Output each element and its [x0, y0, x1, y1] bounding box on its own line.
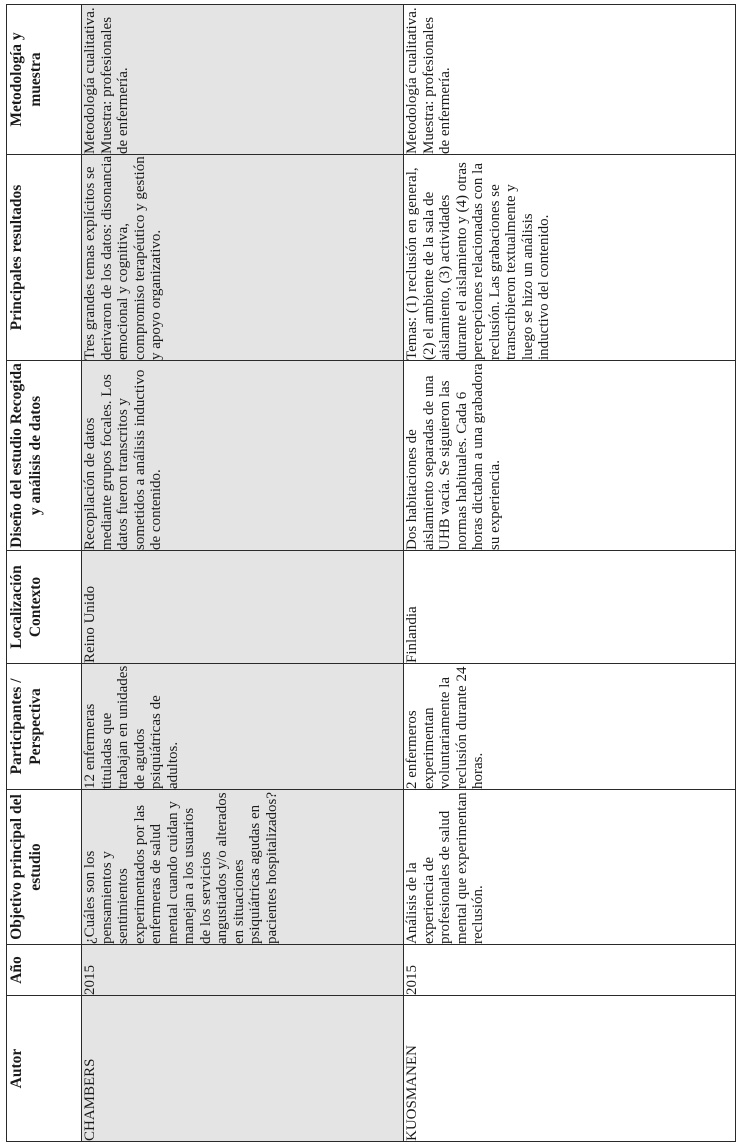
cell-anio: 2015	[82, 945, 404, 996]
cell-participantes: 2 enfermeros experimentan voluntariamente la reclusión durante 24 horas.	[404, 664, 736, 790]
cell-anio: 2015	[404, 945, 736, 996]
cell-autor: CHAMBERS	[82, 996, 404, 1142]
header-autor: Autor	[7, 996, 82, 1142]
header-localizacion: Localización Contexto	[7, 551, 82, 664]
cell-diseno: Dos habitaciones de aislamiento separadas de una UHB vacía. Se siguieron las normas habituales. Cada 6 horas dictaban a una grabadora su experiencia.	[404, 361, 736, 551]
cell-diseno: Recopilación de datos mediante grupos focales. Los datos fueron transcritos y sometidos a análisis inductivo de contenido.	[82, 361, 404, 551]
table-row	[82, 5, 404, 1142]
cell-resultados: Temas: (1) reclusión en general, (2) el ambiente de la sala de aislamiento, (3) actividades durante el aislamiento y (4) otras percepciones relacionadas con la reclusión. Las grabaciones se transcribieron textualmente y luego se hizo un análisis inductivo del contenido.	[404, 155, 736, 361]
header-metodologia: Metodología y muestra	[7, 5, 82, 155]
cell-metodologia: Metodología cualitativa. Muestra: profesionales de enfermería.	[404, 5, 736, 155]
header-row	[7, 5, 82, 1142]
header-diseno: Diseño del estudio Recogida y análisis de datos	[7, 361, 82, 551]
header-resultados: Principales resultados	[7, 155, 82, 361]
header-objetivo: Objetivo principal del estudio	[7, 790, 82, 945]
header-participantes: Participantes / Perspectiva	[7, 664, 82, 790]
cell-localizacion: Finlandia	[404, 551, 736, 664]
header-anio: Año	[7, 945, 82, 996]
cell-objetivo: ¿Cuáles son los pensamientos y sentimientos experimentados por las enfermeras de salud mental cuando cuidan y manejan a los usuarios de los servicios angustiados y/o alterados en situaciones psiquiátricas agudas en pacientes hospitalizados?	[82, 790, 404, 945]
cell-autor: KUOSMANEN	[404, 996, 736, 1142]
cell-resultados: Tres grandes temas explícitos se derivaron de los datos: disonancia emocional y cognitiva, compromiso terapéutico y gestión y apoyo organizativo.	[82, 155, 404, 361]
cell-metodologia: Metodología cualitativa. Muestra: profesionales de enfermería.	[82, 5, 404, 155]
cell-localizacion: Reino Unido	[82, 551, 404, 664]
cell-participantes: 12 enfermeras tituladas que trabajan en unidades de agudos psiquiátricas de adultos.	[82, 664, 404, 790]
cell-objetivo: Análisis de la experiencia de profesionales de salud mental que experimentan reclusión.	[404, 790, 736, 945]
literature-review-table	[6, 4, 736, 1142]
table-row	[404, 5, 736, 1142]
